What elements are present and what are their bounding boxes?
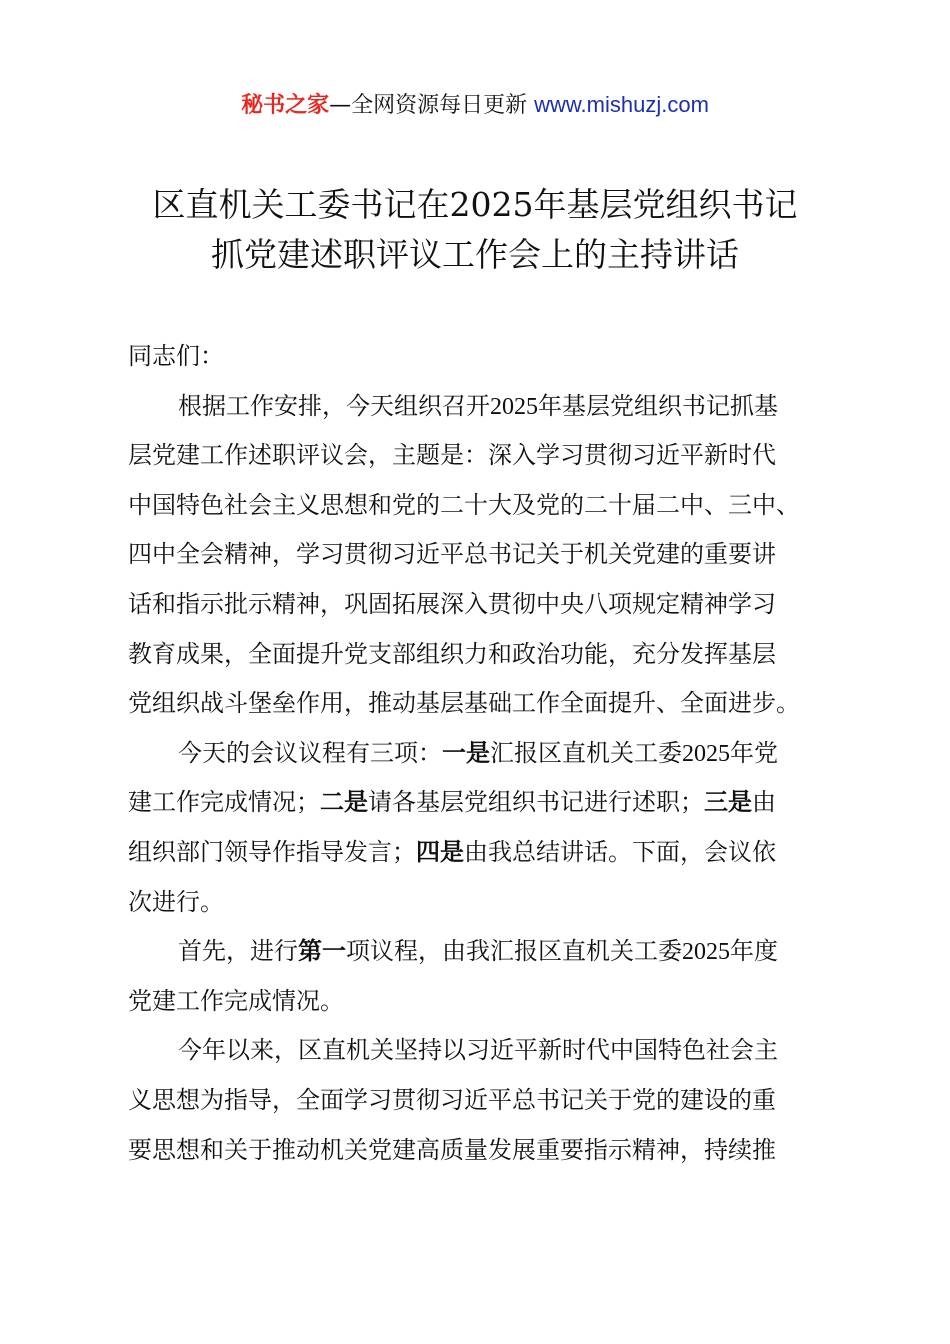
- paragraph-4-line: 要思想和关于推动机关党建高质量发展重要指示精神，持续推: [128, 1135, 776, 1164]
- paragraph-2-line: 次进行。: [128, 887, 224, 916]
- paragraph-1-line: 层党建工作述职评议会，主题是：深入学习贯彻习近平新时代: [128, 441, 776, 470]
- site-header: [0, 88, 950, 123]
- paragraph-2-line: [128, 729, 848, 779]
- text-segment: 年基层党组织书记抓基: [538, 391, 778, 420]
- bold-item-marker: 第一: [298, 937, 346, 966]
- salutation: 同志们：: [128, 342, 224, 370]
- paragraph-1-line: [128, 382, 848, 432]
- text-segment: 汇报区直机关工委: [490, 738, 682, 767]
- text-segment: 根据工作安排，今天组织召开: [178, 391, 490, 420]
- site-url-link[interactable]: www.mishuzj.com: [534, 92, 709, 117]
- paragraph-3-line: 党建工作完成情况。: [128, 986, 344, 1015]
- bold-item-marker: 二是: [320, 788, 368, 817]
- text-segment: 请各基层党组织书记进行述职；: [368, 788, 704, 817]
- year-number: 2025: [490, 393, 538, 420]
- header-tagline: —全网资源每日更新: [329, 93, 535, 118]
- text-segment: 今天的会议议程有三项：: [178, 738, 442, 767]
- text-segment: 由我总结讲话。下面，会议依: [464, 837, 776, 866]
- paragraph-4-line: 今年以来，区直机关坚持以习近平新时代中国特色社会主: [178, 1036, 778, 1065]
- text-segment: 由: [752, 788, 776, 817]
- title-line-2: 抓党建述职评议工作会上的主持讲话: [211, 235, 739, 274]
- brand-name: 秘书之家: [241, 93, 330, 118]
- text-segment: 首先，进行: [178, 937, 298, 966]
- paragraph-4-line: 义思想为指导，全面学习贯彻习近平总书记关于党的建设的重: [128, 1085, 776, 1114]
- paragraph-1-line: 四中全会精神，学习贯彻习近平总书记关于机关党建的重要讲: [128, 540, 776, 569]
- text-segment: 建工作完成情况；: [128, 788, 320, 817]
- document-body: [128, 332, 848, 1175]
- bold-item-marker: 一是: [442, 738, 490, 767]
- text-segment: 项议程，由我汇报区直机关工委: [346, 937, 682, 966]
- paragraph-3-line: [128, 927, 848, 977]
- paragraph-2-line: [128, 778, 848, 828]
- text-segment: 年度: [730, 937, 778, 966]
- paragraph-1-line: 党组织战斗堡垒作用，推动基层基础工作全面提升、全面进步。: [128, 689, 800, 718]
- year-number: 2025: [682, 740, 730, 767]
- paragraph-1-line: 教育成果，全面提升党支部组织力和政治功能，充分发挥基层: [128, 639, 776, 668]
- title-line-1: 区直机关工委书记在2025年基层党组织书记: [152, 185, 798, 224]
- text-segment: 组织部门领导作指导发言；: [128, 837, 416, 866]
- paragraph-2-line: [128, 828, 848, 878]
- paragraph-1-line: 话和指示批示精神，巩固拓展深入贯彻中央八项规定精神学习: [128, 589, 776, 618]
- text-segment: 年党: [730, 738, 778, 767]
- document-title: [100, 180, 850, 280]
- bold-item-marker: 三是: [704, 788, 752, 817]
- bold-item-marker: 四是: [416, 837, 464, 866]
- paragraph-1-line: 中国特色社会主义思想和党的二十大及党的二十届二中、三中、: [128, 490, 800, 519]
- year-number: 2025: [682, 939, 730, 966]
